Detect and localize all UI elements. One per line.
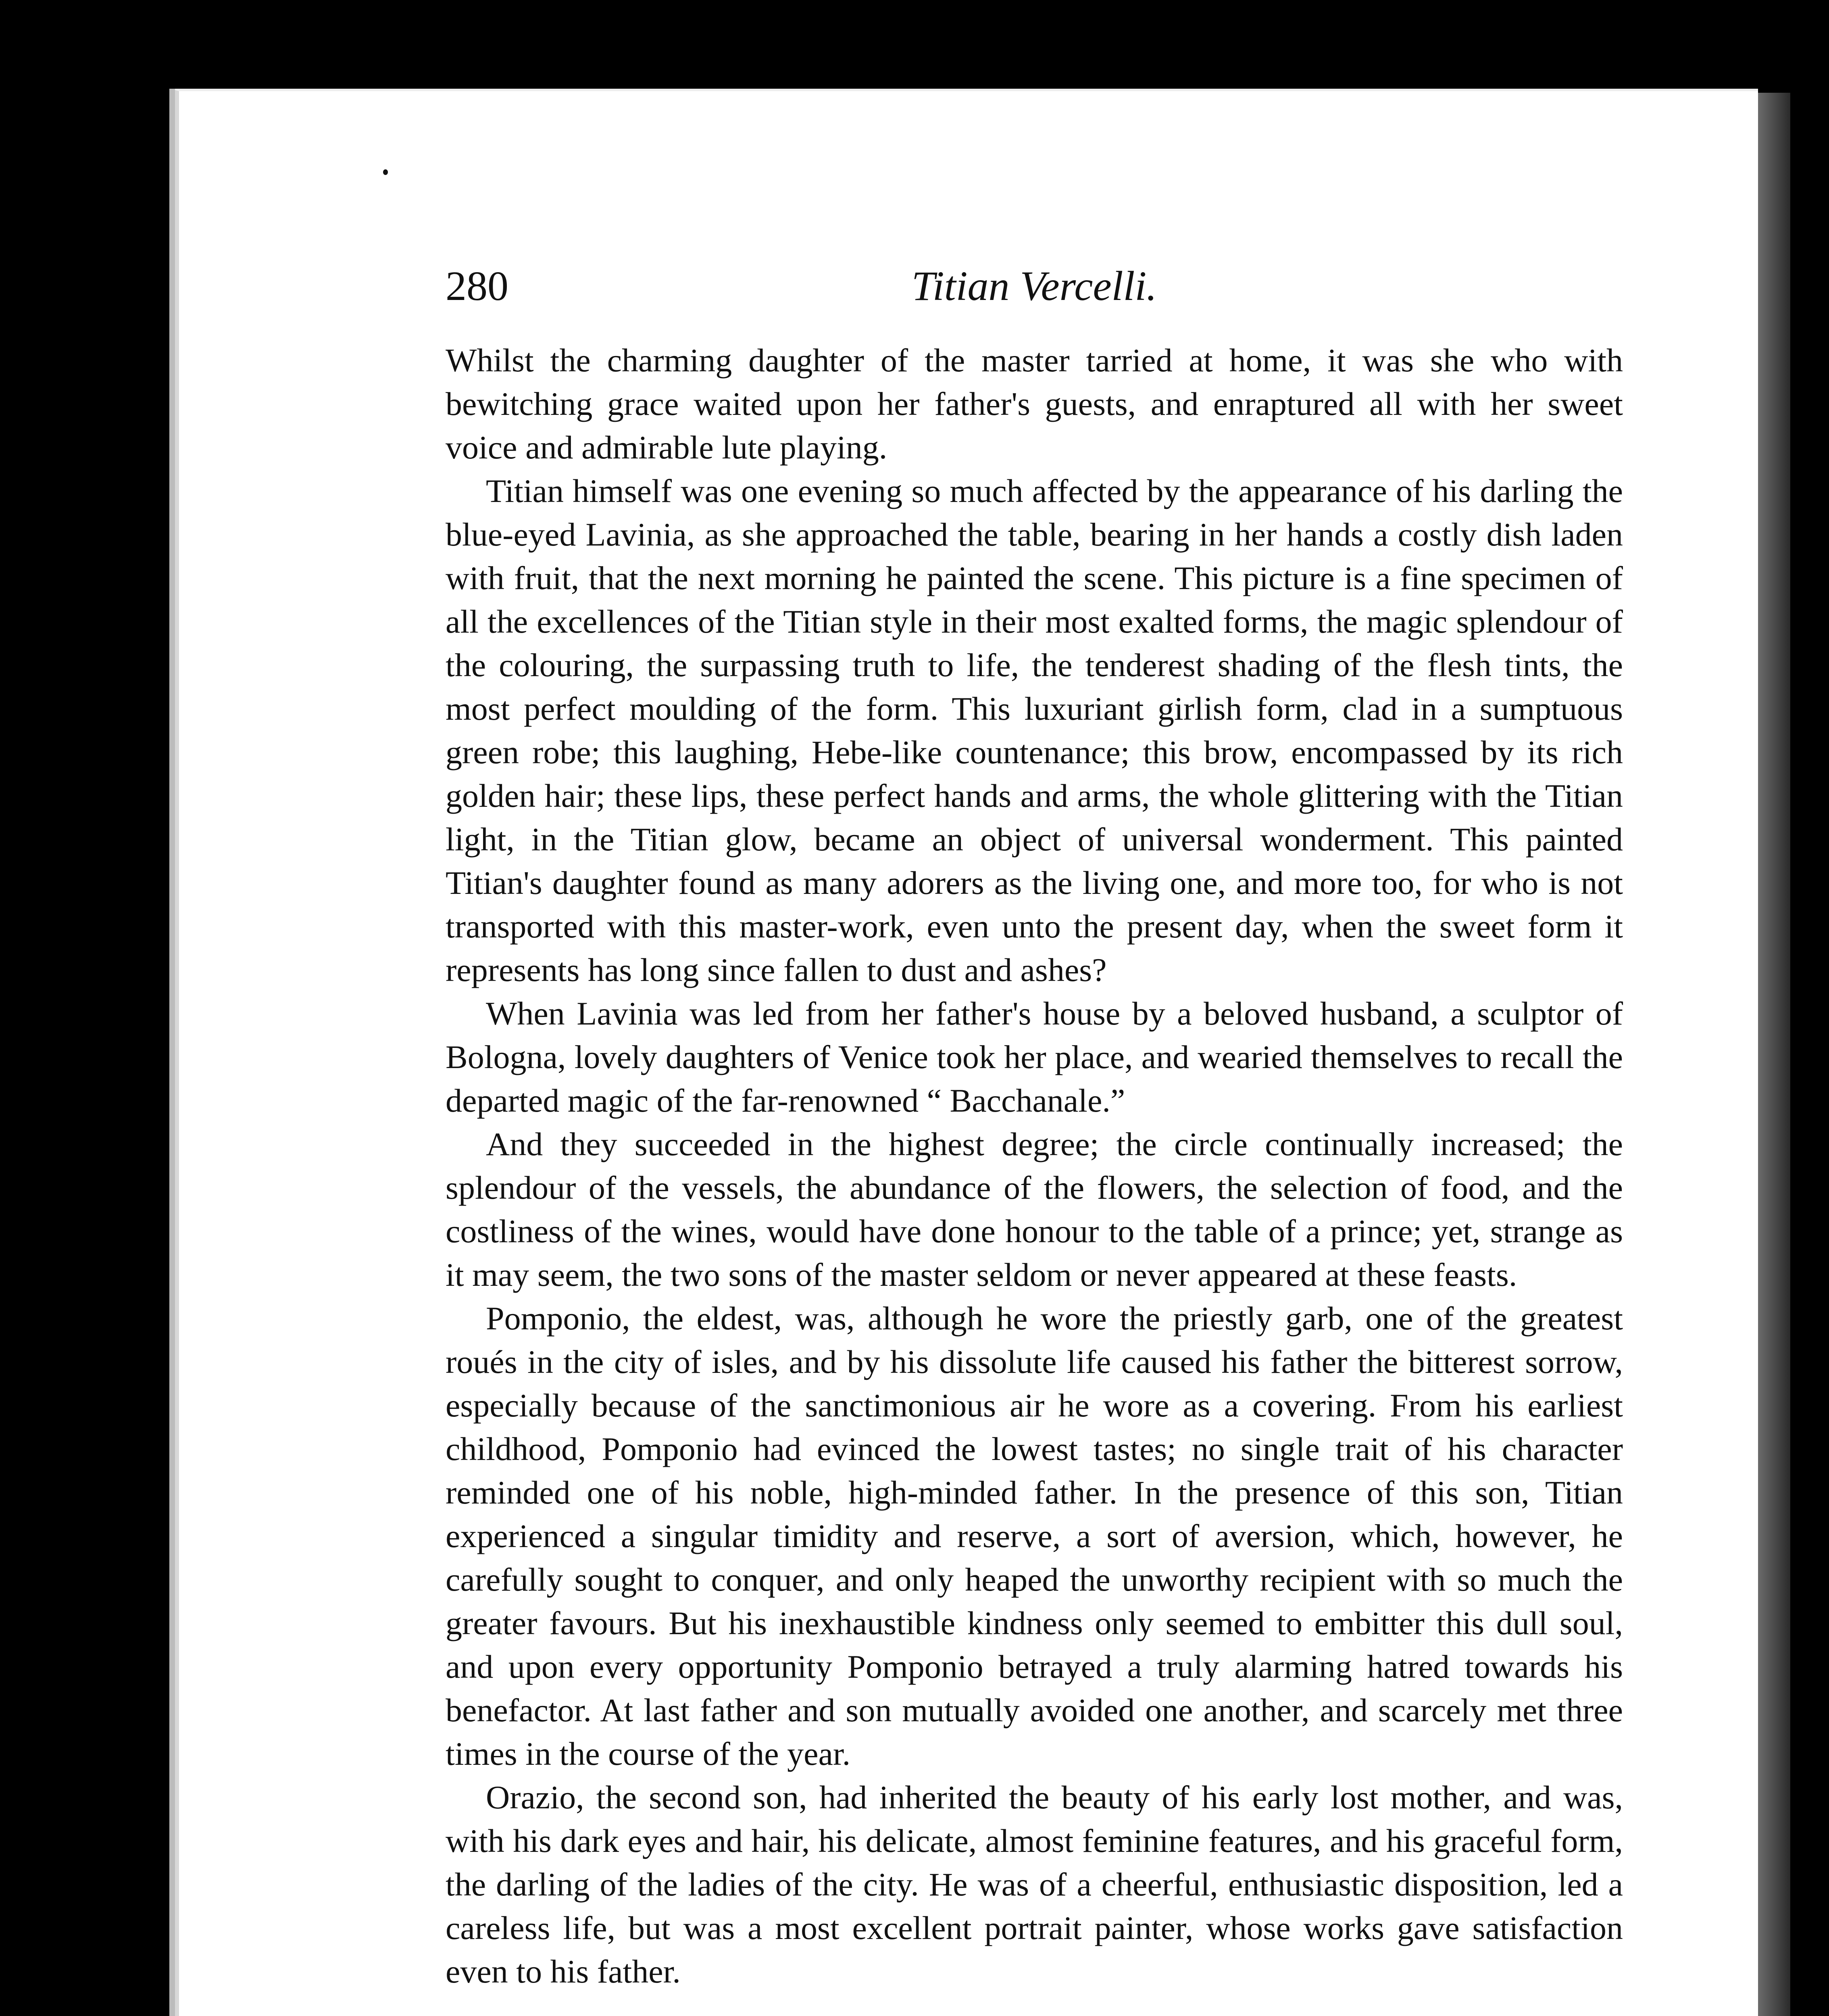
page-binding-edge	[169, 89, 175, 2016]
page-shadow	[1758, 93, 1790, 2016]
paragraph: And they succeeded in the highest degree; the circle continually increased; the splendour of the vessels, the abundance of the flowers, the selection of food, and the costliness of the wines, would have done honour to the table of a prince; yet, strange as it may seem, the two sons of the master seldom or never appeared at these feasts.	[446, 1126, 1623, 1293]
paragraph: Pomponio, the eldest, was, although he wore the priestly garb, one of the greatest roués in the city of isles, and by his dissolute life caused his father the bitterest sorrow, especially because of the sanctimonious air he wore as a covering. From his earliest childhood, Pomponio had evinced the lowest tastes; no single trait of his character reminded one of his noble, high-minded father. In the presence of this son, Titian experienced a singular timidity and reserve, a sort of aversion, which, however, he carefully sought to conquer, and only heaped the unworthy recipient with so much the greater favours. But his inexhaustible kindness only seemed to embitter this dull soul, and upon every opportunity Pomponio betrayed a truly alarming hatred towards his benefactor. At last father and son mutually avoided one another, and scarcely met three times in the course of the year.	[446, 1300, 1623, 1772]
paragraph: Titian himself was one evening so much affected by the appearance of his darling the blue-eyed Lavinia, as she approached the table, bearing in her hands a costly dish laden with fruit, that the next morning he painted the scene. This picture is a fine specimen of all the excellences of the Titian style in their most exalted forms, the magic splendour of the colouring, the surpassing truth to life, the tenderest shading of the flesh tints, the most perfect moulding of the form. This luxuriant girlish form, clad in a sumptuous green robe; this laughing, Hebe-like countenance; this brow, encompassed by its rich golden hair; these lips, these perfect hands and arms, the whole glittering with the Titian light, in the Titian glow, became an object of universal wonderment. This painted Titian's daughter found as many adorers as the living one, and more too, for who is not transported with this master-work, even unto the present day, when the sweet form it represents has long since fallen to dust and ashes?	[446, 473, 1623, 988]
paragraph: Whilst the charming daughter of the master tarried at home, it was she who with bewitching grace waited upon her father's guests, and enraptured all with her sweet voice and admirable lute playing.	[446, 342, 1623, 466]
paragraph: When Lavinia was led from her father's house by a beloved husband, a sculptor of Bologna, lovely daughters of Venice took her place, and wearied themselves to recall the departed magic of the far-renowned “ Bacchanale.”	[446, 995, 1623, 1119]
page-header	[446, 258, 1623, 314]
ink-speck	[383, 169, 388, 175]
page-number: 280	[446, 263, 508, 309]
running-title: Titian Vercelli.	[911, 263, 1157, 309]
body-text	[446, 339, 1623, 1993]
paragraph: Orazio, the second son, had inherited the beauty of his early lost mother, and was, with his dark eyes and hair, his delicate, almost feminine features, and his graceful form, the darling of the ladies of the city. He was of a cheerful, enthusiastic disposition, led a careless life, but was a most excellent portrait painter, whose works gave satisfaction even to his father.	[446, 1779, 1623, 1990]
